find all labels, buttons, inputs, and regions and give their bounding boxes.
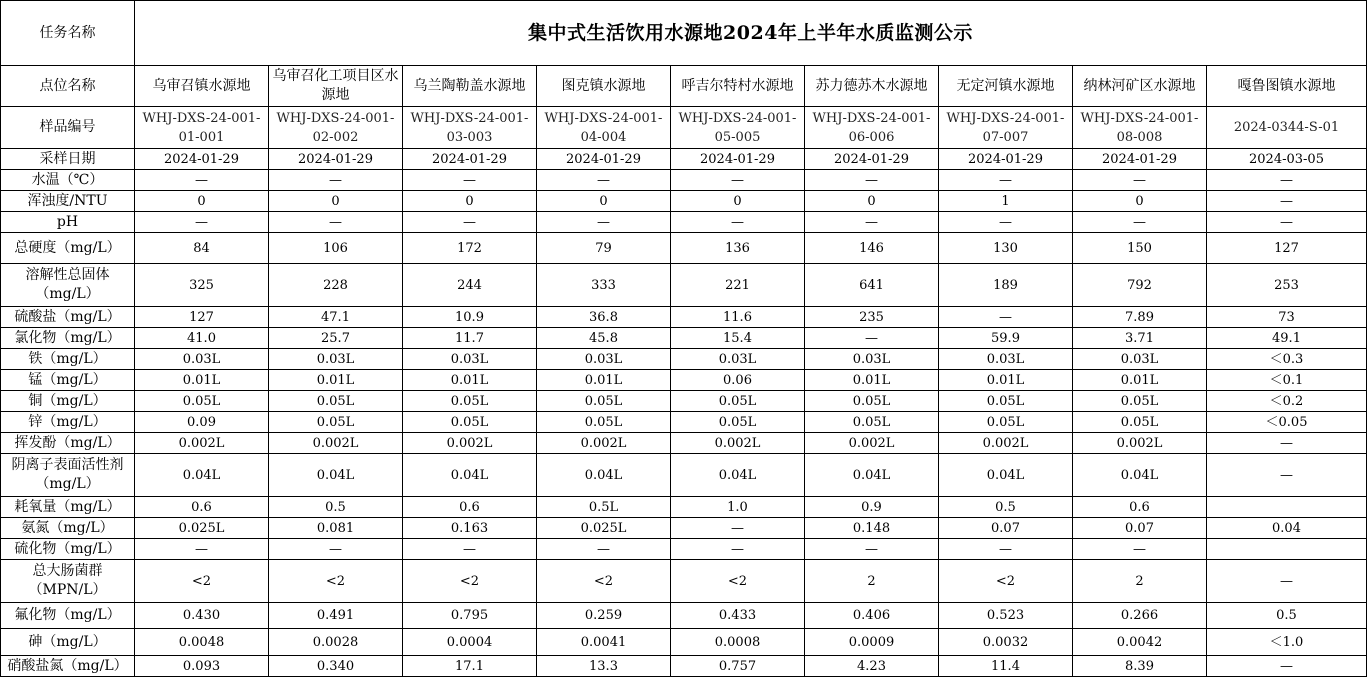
measurement-value: — — [1207, 454, 1367, 497]
measurement-value: 0.04L — [805, 454, 939, 497]
parameter-label: 氨氮（mg/L） — [1, 518, 135, 539]
measurement-value: 11.6 — [671, 307, 805, 328]
parameter-label: 挥发酚（mg/L） — [1, 433, 135, 454]
measurement-value: — — [1207, 170, 1367, 191]
measurement-value: 4.23 — [805, 656, 939, 677]
measurement-value: 0.340 — [269, 656, 403, 677]
measurement-value: <2 — [269, 560, 403, 603]
parameter-label: 锌（mg/L） — [1, 412, 135, 433]
measurement-value: 0.01L — [269, 370, 403, 391]
measurement-value: ＜0.1 — [1207, 370, 1367, 391]
table-row — [1, 433, 1367, 454]
measurement-value: 0 — [671, 191, 805, 212]
measurement-value: 1 — [939, 191, 1073, 212]
sample-id: WHJ-DXS-24-001-02-002 — [269, 107, 403, 149]
measurement-value: 0.03L — [939, 349, 1073, 370]
page-title: 集中式生活饮用水源地2024年上半年水质监测公示 — [135, 1, 1367, 66]
measurement-value: 0.04L — [135, 454, 269, 497]
measurement-value: 333 — [537, 264, 671, 307]
measurement-value: <2 — [403, 560, 537, 603]
measurement-value: 3.71 — [1073, 328, 1207, 349]
measurement-value: 0.01L — [135, 370, 269, 391]
sample-id: 2024-0344-S-01 — [1207, 107, 1367, 149]
measurement-value: 0.002L — [403, 433, 537, 454]
measurement-value: 0.163 — [403, 518, 537, 539]
measurement-value: 127 — [1207, 233, 1367, 264]
measurement-value: 0.05L — [269, 391, 403, 412]
measurement-value: 2024-01-29 — [1073, 149, 1207, 170]
measurement-value: 228 — [269, 264, 403, 307]
measurement-rows — [1, 149, 1367, 677]
measurement-value: 0.03L — [671, 349, 805, 370]
table-row — [1, 497, 1367, 518]
measurement-value: — — [805, 539, 939, 560]
measurement-value: 11.7 — [403, 328, 537, 349]
measurement-value: — — [135, 212, 269, 233]
parameter-label: 硝酸盐氮（mg/L） — [1, 656, 135, 677]
measurement-value: 73 — [1207, 307, 1367, 328]
measurement-value: — — [537, 170, 671, 191]
measurement-value: — — [805, 212, 939, 233]
measurement-value: 2024-01-29 — [135, 149, 269, 170]
measurement-value: 0.04L — [269, 454, 403, 497]
table-row — [1, 518, 1367, 539]
measurement-value: 0.01L — [939, 370, 1073, 391]
measurement-value: 0.757 — [671, 656, 805, 677]
measurement-value: 84 — [135, 233, 269, 264]
measurement-value: — — [537, 539, 671, 560]
sample-id: WHJ-DXS-24-001-05-005 — [671, 107, 805, 149]
measurement-value: 2024-01-29 — [537, 149, 671, 170]
table-row — [1, 191, 1367, 212]
measurement-value: 0.05L — [671, 412, 805, 433]
site-name: 苏力德苏木水源地 — [805, 66, 939, 107]
site-name: 乌审召镇水源地 — [135, 66, 269, 107]
measurement-value: 0 — [805, 191, 939, 212]
table-row — [1, 560, 1367, 603]
measurement-value: 0.6 — [403, 497, 537, 518]
measurement-value: 0.795 — [403, 603, 537, 629]
parameter-label: 采样日期 — [1, 149, 135, 170]
measurement-value: 0.03L — [269, 349, 403, 370]
measurement-value — [1207, 497, 1367, 518]
site-name: 图克镇水源地 — [537, 66, 671, 107]
parameter-label: 铁（mg/L） — [1, 349, 135, 370]
parameter-label: 硫化物（mg/L） — [1, 539, 135, 560]
measurement-value: 0.05L — [1073, 412, 1207, 433]
task-name-label: 任务名称 — [1, 1, 135, 66]
site-name-label: 点位名称 — [1, 66, 135, 107]
measurement-value: — — [939, 170, 1073, 191]
measurement-value: 172 — [403, 233, 537, 264]
measurement-value: <2 — [537, 560, 671, 603]
measurement-value: 146 — [805, 233, 939, 264]
measurement-value: 36.8 — [537, 307, 671, 328]
measurement-value: 0.04L — [1073, 454, 1207, 497]
measurement-value: — — [671, 518, 805, 539]
measurement-value: 2024-03-05 — [1207, 149, 1367, 170]
measurement-value: 0.01L — [537, 370, 671, 391]
measurement-value: 0 — [403, 191, 537, 212]
measurement-value: 0.05L — [403, 391, 537, 412]
measurement-value: 641 — [805, 264, 939, 307]
measurement-value: 0.03L — [403, 349, 537, 370]
site-name: 乌审召化工项目区水源地 — [269, 66, 403, 107]
measurement-value: 0.5 — [1207, 603, 1367, 629]
measurement-value: 0.01L — [805, 370, 939, 391]
sample-id: WHJ-DXS-24-001-03-003 — [403, 107, 537, 149]
sample-id: WHJ-DXS-24-001-01-001 — [135, 107, 269, 149]
measurement-value: 0.05L — [403, 412, 537, 433]
measurement-value: ＜0.05 — [1207, 412, 1367, 433]
measurement-value: — — [1207, 656, 1367, 677]
measurement-value: 0.05L — [939, 412, 1073, 433]
measurement-value: — — [939, 539, 1073, 560]
table-row — [1, 349, 1367, 370]
measurement-value: 0.266 — [1073, 603, 1207, 629]
measurement-value: 0.002L — [1073, 433, 1207, 454]
measurement-value: 2 — [1073, 560, 1207, 603]
table-row — [1, 370, 1367, 391]
measurement-value: 150 — [1073, 233, 1207, 264]
measurement-value: 0.04L — [939, 454, 1073, 497]
table-row — [1, 454, 1367, 497]
sample-id: WHJ-DXS-24-001-06-006 — [805, 107, 939, 149]
measurement-value: 0.002L — [269, 433, 403, 454]
table-row — [1, 212, 1367, 233]
measurement-value: 0.002L — [939, 433, 1073, 454]
measurement-value: 47.1 — [269, 307, 403, 328]
measurement-value: — — [1073, 170, 1207, 191]
measurement-value: 0.05L — [805, 391, 939, 412]
measurement-value: 0.03L — [805, 349, 939, 370]
site-row — [1, 66, 1367, 107]
table-row — [1, 391, 1367, 412]
measurement-value: 49.1 — [1207, 328, 1367, 349]
table-row — [1, 233, 1367, 264]
measurement-value: — — [805, 328, 939, 349]
measurement-value: 325 — [135, 264, 269, 307]
measurement-value: 0.07 — [939, 518, 1073, 539]
table-row — [1, 149, 1367, 170]
measurement-value: 792 — [1073, 264, 1207, 307]
measurement-value: 0.093 — [135, 656, 269, 677]
measurement-value: 0.05L — [939, 391, 1073, 412]
measurement-value: 45.8 — [537, 328, 671, 349]
measurement-value: — — [805, 170, 939, 191]
measurement-value: 17.1 — [403, 656, 537, 677]
measurement-value: 11.4 — [939, 656, 1073, 677]
measurement-value: — — [671, 170, 805, 191]
measurement-value: 0.406 — [805, 603, 939, 629]
measurement-value: — — [403, 170, 537, 191]
measurement-value: 0.03L — [537, 349, 671, 370]
measurement-value: — — [403, 539, 537, 560]
measurement-value: 0.002L — [671, 433, 805, 454]
measurement-value: ＜0.3 — [1207, 349, 1367, 370]
measurement-value: 0.07 — [1073, 518, 1207, 539]
site-name: 嘎鲁图镇水源地 — [1207, 66, 1367, 107]
measurement-value: 1.0 — [671, 497, 805, 518]
measurement-value: 0.04 — [1207, 518, 1367, 539]
measurement-value: 0.0048 — [135, 629, 269, 656]
table-row — [1, 539, 1367, 560]
table-row — [1, 412, 1367, 433]
measurement-value: 0.04L — [671, 454, 805, 497]
measurement-value: 0.025L — [135, 518, 269, 539]
measurement-value: 106 — [269, 233, 403, 264]
table-row — [1, 656, 1367, 677]
measurement-value: 0.433 — [671, 603, 805, 629]
measurement-value: — — [1207, 560, 1367, 603]
measurement-value: 2024-01-29 — [671, 149, 805, 170]
site-name: 乌兰陶勒盖水源地 — [403, 66, 537, 107]
parameter-label: 砷（mg/L） — [1, 629, 135, 656]
measurement-value: 0.01L — [1073, 370, 1207, 391]
parameter-label: 氯化物（mg/L） — [1, 328, 135, 349]
measurement-value: — — [939, 307, 1073, 328]
sample-id: WHJ-DXS-24-001-04-004 — [537, 107, 671, 149]
measurement-value: 41.0 — [135, 328, 269, 349]
table-row — [1, 603, 1367, 629]
measurement-value: 0.002L — [537, 433, 671, 454]
measurement-value: 7.89 — [1073, 307, 1207, 328]
measurement-value: 2024-01-29 — [939, 149, 1073, 170]
measurement-value: 2 — [805, 560, 939, 603]
measurement-value: 0.05L — [269, 412, 403, 433]
measurement-value: 0.04L — [537, 454, 671, 497]
measurement-value: — — [269, 539, 403, 560]
measurement-value: — — [269, 170, 403, 191]
measurement-value: 0.430 — [135, 603, 269, 629]
measurement-value: 79 — [537, 233, 671, 264]
measurement-value: 59.9 — [939, 328, 1073, 349]
measurement-value: 0.05L — [671, 391, 805, 412]
measurement-value: — — [1207, 433, 1367, 454]
measurement-value: 253 — [1207, 264, 1367, 307]
sample-id: WHJ-DXS-24-001-07-007 — [939, 107, 1073, 149]
measurement-value: 0.05L — [537, 391, 671, 412]
measurement-value: 0.6 — [135, 497, 269, 518]
measurement-value: 0.05L — [805, 412, 939, 433]
measurement-value: 0.0004 — [403, 629, 537, 656]
measurement-value: 0.05L — [1073, 391, 1207, 412]
site-name: 无定河镇水源地 — [939, 66, 1073, 107]
measurement-value: 13.3 — [537, 656, 671, 677]
measurement-value: — — [269, 212, 403, 233]
measurement-value: 0.04L — [403, 454, 537, 497]
measurement-value: 0 — [537, 191, 671, 212]
measurement-value: 0.0032 — [939, 629, 1073, 656]
measurement-value: 136 — [671, 233, 805, 264]
measurement-value: 0.0041 — [537, 629, 671, 656]
measurement-value: <2 — [135, 560, 269, 603]
parameter-label: 水温（℃） — [1, 170, 135, 191]
measurement-value: 0 — [1073, 191, 1207, 212]
measurement-value: 0.081 — [269, 518, 403, 539]
measurement-value: 0.03L — [1073, 349, 1207, 370]
sample-id-label: 样品编号 — [1, 107, 135, 149]
site-name: 纳林河矿区水源地 — [1073, 66, 1207, 107]
parameter-label: 硫酸盐（mg/L） — [1, 307, 135, 328]
parameter-label: pH — [1, 212, 135, 233]
measurement-value: 127 — [135, 307, 269, 328]
measurement-value: — — [671, 212, 805, 233]
parameter-label: 氟化物（mg/L） — [1, 603, 135, 629]
table-row — [1, 629, 1367, 656]
measurement-value: 0.5L — [537, 497, 671, 518]
measurement-value: — — [671, 539, 805, 560]
measurement-value: 2024-01-29 — [805, 149, 939, 170]
measurement-value: 0.06 — [671, 370, 805, 391]
measurement-value: 0.9 — [805, 497, 939, 518]
measurement-value: 0 — [135, 191, 269, 212]
measurement-value: — — [939, 212, 1073, 233]
measurement-value: 0.523 — [939, 603, 1073, 629]
table-row — [1, 170, 1367, 191]
parameter-label: 浑浊度/NTU — [1, 191, 135, 212]
sample-id: WHJ-DXS-24-001-08-008 — [1073, 107, 1207, 149]
measurement-value: — — [135, 539, 269, 560]
measurement-value: 235 — [805, 307, 939, 328]
parameter-label: 铜（mg/L） — [1, 391, 135, 412]
measurement-value: 0.002L — [135, 433, 269, 454]
measurement-value: 2024-01-29 — [403, 149, 537, 170]
table-row — [1, 264, 1367, 307]
measurement-value: 0 — [269, 191, 403, 212]
parameter-label: 总大肠菌群（MPN/L） — [1, 560, 135, 603]
parameter-label: 总硬度（mg/L） — [1, 233, 135, 264]
measurement-value: — — [135, 170, 269, 191]
title-row — [1, 1, 1367, 66]
table-row — [1, 328, 1367, 349]
measurement-value: ＜1.0 — [1207, 629, 1367, 656]
measurement-value: 0.5 — [269, 497, 403, 518]
measurement-value: 0.0009 — [805, 629, 939, 656]
measurement-value: 10.9 — [403, 307, 537, 328]
measurement-value: 0.148 — [805, 518, 939, 539]
parameter-label: 耗氧量（mg/L） — [1, 497, 135, 518]
measurement-value: 0.0008 — [671, 629, 805, 656]
measurement-value: 0.05L — [537, 412, 671, 433]
measurement-value: 0.025L — [537, 518, 671, 539]
measurement-value: 0.002L — [805, 433, 939, 454]
measurement-value: — — [1073, 212, 1207, 233]
measurement-value: <2 — [671, 560, 805, 603]
measurement-value: 130 — [939, 233, 1073, 264]
measurement-value: — — [537, 212, 671, 233]
measurement-value: 0.5 — [939, 497, 1073, 518]
measurement-value: 0.259 — [537, 603, 671, 629]
measurement-value: 0.491 — [269, 603, 403, 629]
table-row — [1, 307, 1367, 328]
site-name: 呼吉尔特村水源地 — [671, 66, 805, 107]
sample-row — [1, 107, 1367, 149]
measurement-value — [1207, 539, 1367, 560]
measurement-value: ＜0.2 — [1207, 391, 1367, 412]
measurement-value: — — [1073, 539, 1207, 560]
measurement-value: 0.0042 — [1073, 629, 1207, 656]
measurement-value: 221 — [671, 264, 805, 307]
parameter-label: 溶解性总固体（mg/L） — [1, 264, 135, 307]
measurement-value: 2024-01-29 — [269, 149, 403, 170]
measurement-value: 0.0028 — [269, 629, 403, 656]
measurement-value: 25.7 — [269, 328, 403, 349]
measurement-value: <2 — [939, 560, 1073, 603]
measurement-value: — — [1207, 191, 1367, 212]
measurement-value: 15.4 — [671, 328, 805, 349]
measurement-value: 0.01L — [403, 370, 537, 391]
measurement-value: 0.03L — [135, 349, 269, 370]
parameter-label: 阴离子表面活性剂（mg/L） — [1, 454, 135, 497]
measurement-value: 8.39 — [1073, 656, 1207, 677]
measurement-value: 189 — [939, 264, 1073, 307]
measurement-value: — — [1207, 212, 1367, 233]
measurement-value: 0.09 — [135, 412, 269, 433]
measurement-value: 0.6 — [1073, 497, 1207, 518]
parameter-label: 锰（mg/L） — [1, 370, 135, 391]
measurement-value: 0.05L — [135, 391, 269, 412]
measurement-value: 244 — [403, 264, 537, 307]
measurement-value: — — [403, 212, 537, 233]
